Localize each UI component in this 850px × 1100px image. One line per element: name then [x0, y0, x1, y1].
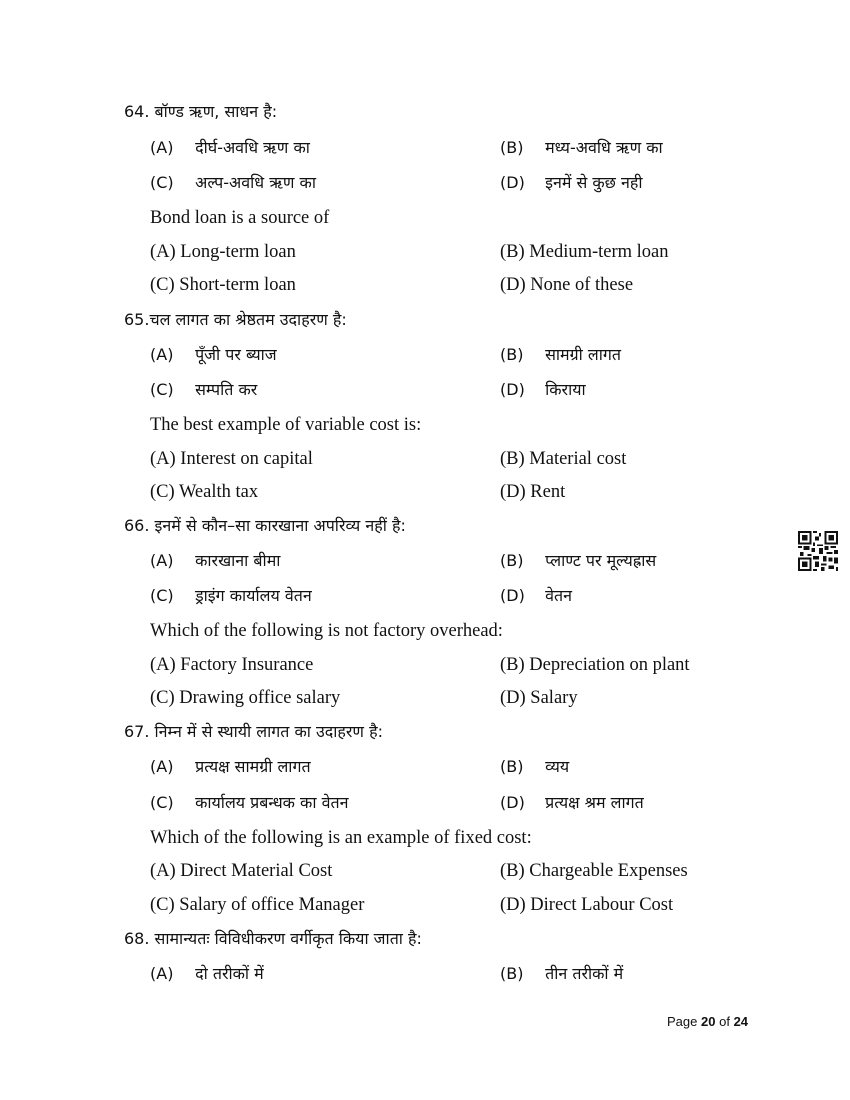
option-c-hindi: (C) सम्पति कर	[150, 380, 258, 399]
option-c-hindi: (C) अल्प-अवधि ऋण का	[150, 173, 316, 192]
option-d-english: (D) None of these	[500, 275, 634, 295]
option-a-hindi: (A) दो तरीकों में	[150, 964, 264, 983]
question-64-english: Bond loan is a source of	[150, 208, 330, 228]
option-b-hindi: (B) व्यय	[500, 757, 570, 776]
question-65-hindi: 65.चल लागत का श्रेष्ठतम उदाहरण है:	[124, 310, 347, 329]
option-a-english: (A) Direct Material Cost	[150, 861, 333, 881]
option-d-hindi: (D) किराया	[500, 380, 586, 399]
option-d-english: (D) Salary	[500, 688, 578, 708]
option-b-hindi: (B) प्लाण्ट पर मूल्यह्रास	[500, 551, 657, 570]
option-a-english: (A) Long-term loan	[150, 242, 296, 262]
question-66-english: Which of the following is not factory overhead:	[150, 621, 503, 641]
option-a-hindi: (A) कारखाना बीमा	[150, 551, 281, 570]
option-c-hindi: (C) ड्राइंग कार्यालय वेतन	[150, 586, 312, 605]
option-b-english: (B) Depreciation on plant	[500, 655, 690, 675]
qr-code-icon	[798, 531, 838, 571]
option-a-english: (A) Factory Insurance	[150, 655, 314, 675]
option-a-hindi: (A) प्रत्यक्ष सामग्री लागत	[150, 757, 311, 776]
question-67-hindi: 67. निम्न में से स्थायी लागत का उदाहरण है:	[124, 722, 383, 741]
option-c-english: (C) Wealth tax	[150, 482, 259, 502]
option-d-english: (D) Rent	[500, 482, 566, 502]
option-a-english: (A) Interest on capital	[150, 449, 313, 469]
question-67-english: Which of the following is an example of fixed cost:	[150, 828, 532, 848]
option-b-english: (B) Medium-term loan	[500, 242, 669, 262]
option-b-hindi: (B) तीन तरीकों में	[500, 964, 624, 983]
option-d-english: (D) Direct Labour Cost	[500, 895, 674, 915]
option-d-hindi: (D) वेतन	[500, 586, 572, 605]
option-a-hindi: (A) दीर्घ-अवधि ऋण का	[150, 138, 310, 157]
page-number: Page 20 of 24	[667, 1014, 749, 1029]
option-b-hindi: (B) सामग्री लागत	[500, 345, 621, 364]
question-66-hindi: 66. इनमें से कौन–सा कारखाना अपरिव्य नहीं है:	[124, 516, 406, 535]
option-b-english: (B) Chargeable Expenses	[500, 861, 688, 881]
option-a-hindi: (A) पूँजी पर ब्याज	[150, 345, 277, 364]
option-d-hindi: (D) प्रत्यक्ष श्रम लागत	[500, 793, 644, 812]
option-c-hindi: (C) कार्यालय प्रबन्धक का वेतन	[150, 793, 349, 812]
question-65-english: The best example of variable cost is:	[150, 415, 422, 435]
option-c-english: (C) Salary of office Manager	[150, 895, 365, 915]
option-c-english: (C) Drawing office salary	[150, 688, 341, 708]
option-b-hindi: (B) मध्य-अवधि ऋण का	[500, 138, 663, 157]
option-c-english: (C) Short-term loan	[150, 275, 296, 295]
option-b-english: (B) Material cost	[500, 449, 627, 469]
option-d-hindi: (D) इनमें से कुछ नही	[500, 173, 643, 192]
question-68-hindi: 68. सामान्यतः विविधीकरण वर्गीकृत किया जाता है:	[124, 929, 422, 948]
question-64-hindi: 64. बॉण्ड ऋण, साधन है:	[124, 102, 278, 121]
